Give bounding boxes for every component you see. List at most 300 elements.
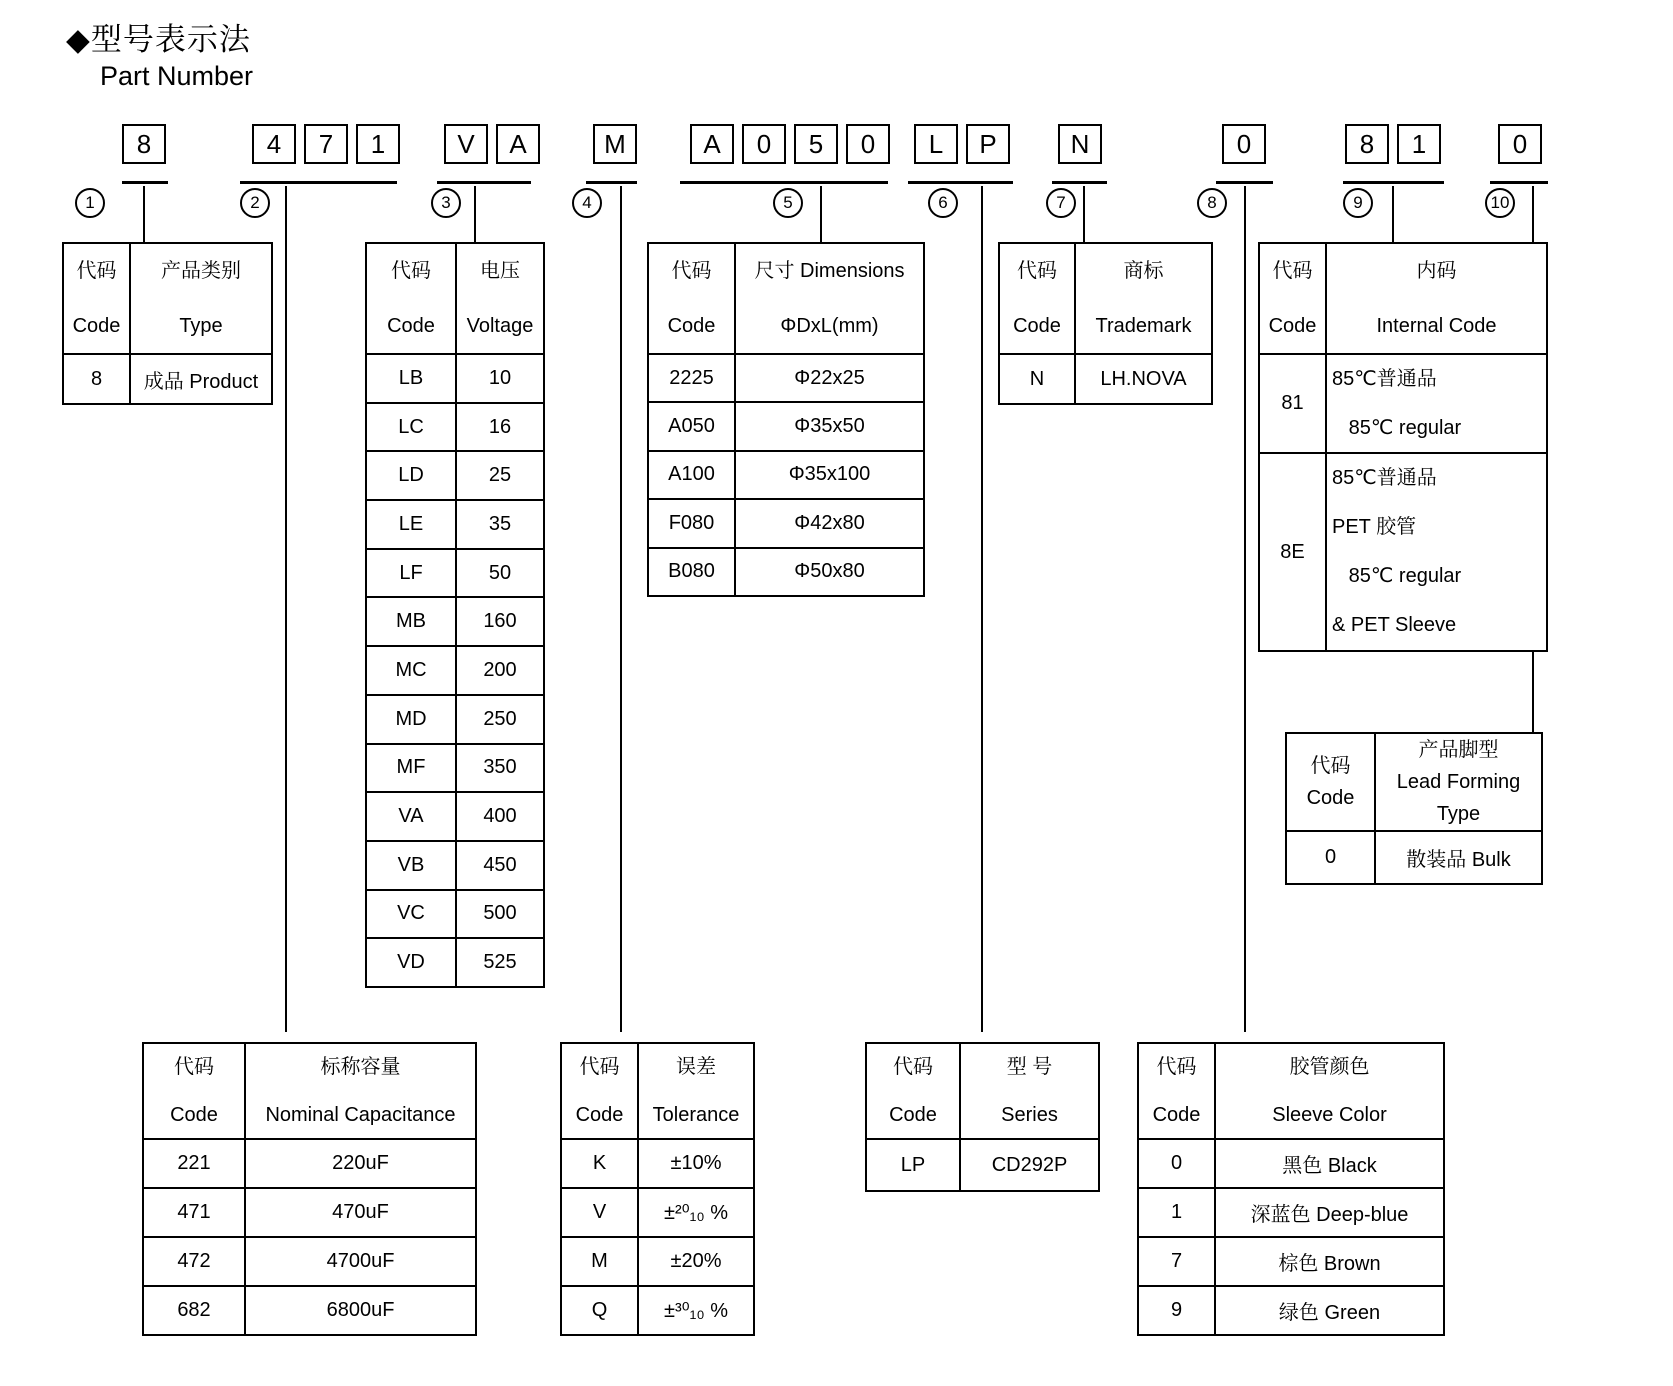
- table-cell: [144, 1238, 244, 1285]
- table-cell: [1214, 1287, 1443, 1334]
- table-cell: [1325, 355, 1546, 452]
- table-cell-line: Φ42x80: [794, 511, 865, 534]
- table-header-cell: [959, 1044, 1098, 1138]
- table-row: [649, 353, 923, 401]
- table-row: [367, 743, 543, 792]
- table-row: [1139, 1138, 1443, 1187]
- circled-index: 6: [928, 188, 958, 218]
- table-cell-line: ±20%: [670, 1250, 722, 1272]
- table-cell-line: LB: [398, 366, 424, 389]
- table-cell-line: 8E: [1280, 540, 1305, 563]
- table-row: [64, 353, 271, 403]
- circled-index: 10: [1485, 188, 1515, 218]
- segment-underline: [586, 181, 637, 184]
- table-cell: [455, 891, 543, 938]
- table-cell: [1214, 1189, 1443, 1236]
- table-cell-line: LE: [398, 512, 424, 535]
- table-cell-line: 350: [483, 756, 517, 779]
- table-cell-line: Code: [1268, 314, 1317, 337]
- part-number-segment: [1058, 124, 1102, 164]
- table-row: [1287, 734, 1541, 830]
- table-cell: [367, 647, 455, 694]
- table-series: [865, 1042, 1100, 1192]
- part-number-box: N: [1058, 124, 1102, 164]
- table-cell-line: 6800uF: [326, 1299, 395, 1321]
- part-number-segment: [914, 124, 1010, 164]
- table-cell-line: & PET Sleeve: [1332, 614, 1457, 636]
- table-cell-line: Φ50x80: [794, 560, 865, 583]
- table-cell-line: Tolerance: [652, 1104, 740, 1126]
- segment-underline: [1216, 181, 1273, 184]
- table-cell-line: 代码: [671, 259, 712, 282]
- table-cell-line: 电压: [480, 259, 520, 282]
- table-header-cell: [1325, 244, 1546, 353]
- table-cell-line: 500: [483, 902, 517, 925]
- table-cell: [455, 696, 543, 743]
- table-cell: [455, 939, 543, 986]
- table-cell: [244, 1189, 475, 1236]
- table-row: [867, 1138, 1098, 1190]
- table-header-cell: [1074, 244, 1211, 353]
- table-cell: [637, 1189, 753, 1236]
- table-cell-line: A050: [668, 415, 715, 438]
- table-cell: [1260, 355, 1325, 452]
- table-header-cell: [244, 1044, 475, 1138]
- table-row: [562, 1187, 753, 1236]
- table-cell-line: 代码: [76, 259, 117, 282]
- table-cell-line: 35: [488, 512, 512, 535]
- part-number-box: 4: [252, 124, 296, 164]
- table-row: [367, 840, 543, 889]
- table-row: [367, 402, 543, 451]
- table-cell-line: 85℃ regular: [1332, 565, 1462, 587]
- table-row: [1260, 353, 1546, 452]
- table-cell-line: Trademark: [1095, 314, 1192, 337]
- table-cell-line: ±³⁰₁₀ %: [663, 1300, 729, 1322]
- part-number-segment: [593, 124, 637, 164]
- table-cell: [1139, 1189, 1214, 1236]
- segment-underline: [240, 181, 397, 184]
- table-row: [144, 1285, 475, 1334]
- table-cell: [562, 1287, 637, 1334]
- table-cell: [367, 842, 455, 889]
- table-internal-code: [1258, 242, 1548, 652]
- table-cell-line: ±²⁰₁₀ %: [663, 1202, 729, 1224]
- table-row: [649, 244, 923, 353]
- part-number-segment: [1222, 124, 1266, 164]
- table-cell: [367, 939, 455, 986]
- connector-line: [1083, 186, 1085, 242]
- table-tolerance: [560, 1042, 755, 1336]
- connector-line: [474, 186, 476, 242]
- part-number-box: M: [593, 124, 637, 164]
- table-row: [367, 791, 543, 840]
- part-number-box: 8: [122, 124, 166, 164]
- table-cell-line: 470uF: [332, 1201, 389, 1223]
- table-cell-line: 8: [90, 367, 103, 390]
- table-cell-line: 棕色 Brown: [1278, 1253, 1381, 1275]
- table-cell: [455, 404, 543, 451]
- table-cell-line: 误差: [676, 1056, 716, 1078]
- table-header-cell: [367, 244, 455, 353]
- table-header-cell: [1000, 244, 1074, 353]
- table-row: [367, 645, 543, 694]
- table-cell-line: 黑色 Black: [1282, 1155, 1377, 1177]
- part-number-box: P: [966, 124, 1010, 164]
- table-cell-line: 85℃普通品: [1332, 467, 1437, 489]
- table-cell-line: 250: [483, 707, 517, 730]
- table-cell-line: Nominal Capacitance: [265, 1104, 456, 1126]
- table-cell-line: 代码: [893, 1056, 933, 1078]
- table-header-cell: [1214, 1044, 1443, 1138]
- table-cell: [144, 1287, 244, 1334]
- table-cell: [867, 1140, 959, 1190]
- table-cell: [367, 501, 455, 548]
- table-cell: [959, 1140, 1098, 1190]
- table-cell-line: MB: [396, 610, 426, 633]
- table-cell-line: Type: [179, 314, 223, 337]
- table-cell-line: 682: [177, 1299, 211, 1321]
- table-cell: [1214, 1140, 1443, 1187]
- segment-underline: [1490, 181, 1548, 184]
- table-cell: [367, 696, 455, 743]
- connector-line: [820, 186, 822, 242]
- table-cell: [649, 500, 734, 546]
- table-cell-line: 400: [483, 805, 517, 828]
- circled-index: 7: [1046, 188, 1076, 218]
- table-cell: [649, 549, 734, 595]
- table-cell-line: Series: [1001, 1104, 1058, 1126]
- table-cell: [367, 452, 455, 499]
- table-header-cell: [129, 244, 271, 353]
- table-cell: [562, 1140, 637, 1187]
- table-cell-line: Code: [1013, 314, 1061, 337]
- table-cell-line: VD: [397, 951, 425, 974]
- table-cell: [455, 598, 543, 645]
- table-cell: [367, 793, 455, 840]
- table-cell-line: 绿色 Green: [1278, 1302, 1381, 1324]
- table-cell-line: 1: [1170, 1201, 1183, 1223]
- part-number-box: 7: [304, 124, 348, 164]
- table-cell-line: A100: [668, 463, 715, 486]
- table-row: [1260, 452, 1546, 650]
- part-number-box: L: [914, 124, 958, 164]
- table-cell: [734, 452, 923, 498]
- table-cell-line: Code: [387, 314, 435, 337]
- table-row: [144, 1236, 475, 1285]
- segment-underline: [908, 181, 1013, 184]
- table-cell-line: 200: [483, 658, 517, 681]
- table-header-cell: [455, 244, 543, 353]
- table-cell-line: VA: [398, 805, 424, 828]
- table-cell-line: 472: [177, 1250, 211, 1272]
- table-row: [649, 547, 923, 595]
- table-header-cell: [64, 244, 129, 353]
- table-cell-line: F080: [668, 511, 715, 534]
- table-row: [562, 1138, 753, 1187]
- table-header-cell: [1374, 734, 1541, 830]
- table-product-type: [62, 242, 273, 405]
- table-cell-line: Code: [575, 1104, 624, 1126]
- table-cell: [144, 1140, 244, 1187]
- table-row: [649, 450, 923, 498]
- table-row: [64, 244, 271, 353]
- table-cell-line: LD: [398, 464, 424, 487]
- table-cell-line: V: [592, 1201, 607, 1223]
- part-number-segment: [1498, 124, 1542, 164]
- table-cell-line: Code: [1306, 787, 1355, 809]
- part-number-box: 8: [1345, 124, 1389, 164]
- table-cell: [455, 793, 543, 840]
- table-cell: [129, 355, 271, 403]
- table-cell: [244, 1140, 475, 1187]
- table-cell-line: 商标: [1123, 259, 1164, 282]
- table-cell: [1074, 355, 1211, 403]
- table-row: [649, 498, 923, 546]
- segment-underline: [680, 181, 888, 184]
- part-number-box: 1: [1397, 124, 1441, 164]
- table-cell-line: Internal Code: [1376, 314, 1497, 337]
- table-cell: [455, 452, 543, 499]
- table-cell-line: M: [591, 1250, 608, 1272]
- table-row: [367, 548, 543, 597]
- table-header-cell: [1260, 244, 1325, 353]
- table-cell-line: Code: [170, 1104, 218, 1126]
- circled-index: 9: [1343, 188, 1373, 218]
- table-cell-line: 胶管颜色: [1289, 1056, 1370, 1078]
- table-row: [1000, 353, 1211, 403]
- table-cell: [455, 842, 543, 889]
- table-cell-line: N: [1029, 367, 1045, 390]
- circled-index: 3: [431, 188, 461, 218]
- table-cell-line: PET 胶管: [1332, 516, 1417, 538]
- table-cell: [637, 1140, 753, 1187]
- part-number-box: 0: [1498, 124, 1542, 164]
- table-cell-line: 85℃ regular: [1332, 416, 1462, 439]
- table-cell: [367, 891, 455, 938]
- table-cell-line: 代码: [1156, 1056, 1197, 1078]
- table-header-cell: [1287, 734, 1374, 830]
- table-row: [867, 1044, 1098, 1138]
- table-cell: [367, 404, 455, 451]
- table-cell-line: 50: [488, 561, 512, 584]
- table-cell: [455, 355, 543, 402]
- table-cell-line: 471: [177, 1201, 211, 1223]
- table-row: [367, 499, 543, 548]
- table-row: [562, 1285, 753, 1334]
- table-row: [367, 694, 543, 743]
- table-cell-line: 221: [177, 1152, 211, 1174]
- part-number-box: 1: [356, 124, 400, 164]
- table-row: [562, 1044, 753, 1138]
- table-cell-line: 内码: [1416, 259, 1457, 282]
- connector-line: [981, 186, 983, 1032]
- table-cell-line: Lead Forming: [1396, 771, 1521, 793]
- table-cell-line: 81: [1281, 392, 1304, 414]
- table-cell: [367, 598, 455, 645]
- part-number-segment: [444, 124, 540, 164]
- table-cell: [244, 1238, 475, 1285]
- table-cell: [64, 355, 129, 403]
- part-number-segment: [1345, 124, 1441, 164]
- connector-line: [1392, 186, 1394, 242]
- table-trademark: [998, 242, 1213, 405]
- table-cell-line: 代码: [1272, 259, 1313, 282]
- table-row: [1287, 830, 1541, 883]
- table-cell-line: VB: [397, 853, 425, 876]
- table-header-cell: [867, 1044, 959, 1138]
- table-cell-line: 7: [1170, 1250, 1183, 1272]
- table-cell-line: 10: [488, 366, 512, 389]
- table-cell-line: 0: [1324, 846, 1337, 868]
- table-cell-line: K: [592, 1152, 607, 1174]
- table-row: [144, 1044, 475, 1138]
- page-title-en: Part Number: [100, 61, 254, 91]
- table-cell-line: 标称容量: [320, 1056, 401, 1078]
- table-cell-line: 代码: [1310, 755, 1351, 777]
- table-nominal-capacitance: [142, 1042, 477, 1336]
- table-row: [1260, 244, 1546, 353]
- table-cell-line: Φ35x50: [794, 415, 865, 438]
- table-header-cell: [144, 1044, 244, 1138]
- circled-index: 2: [240, 188, 270, 218]
- table-cell: [455, 745, 543, 792]
- table-row: [367, 353, 543, 402]
- table-cell-line: 尺寸 Dimensions: [754, 259, 905, 282]
- part-number-box: A: [690, 124, 734, 164]
- table-cell-line: 450: [483, 853, 517, 876]
- table-row: [367, 450, 543, 499]
- part-number-box: 0: [742, 124, 786, 164]
- part-number-segment: [252, 124, 400, 164]
- table-sleeve-color: [1137, 1042, 1445, 1336]
- part-number-box: V: [444, 124, 488, 164]
- table-cell-line: MC: [395, 658, 427, 681]
- table-row: [1000, 244, 1211, 353]
- part-number-segment: [122, 124, 166, 164]
- table-cell: [649, 452, 734, 498]
- table-cell-line: Φ35x100: [788, 463, 871, 486]
- table-cell: [1139, 1287, 1214, 1334]
- table-cell: [637, 1238, 753, 1285]
- table-cell-line: Code: [889, 1104, 937, 1126]
- table-row: [144, 1187, 475, 1236]
- table-row: [367, 596, 543, 645]
- circled-index: 1: [75, 188, 105, 218]
- table-cell: [455, 647, 543, 694]
- table-cell-line: ΦDxL(mm): [780, 314, 879, 337]
- table-cell-line: LH.NOVA: [1100, 367, 1187, 390]
- circled-index: 5: [773, 188, 803, 218]
- table-cell: [1139, 1238, 1214, 1285]
- table-lead-forming: [1285, 732, 1543, 885]
- table-cell-line: 220uF: [332, 1152, 389, 1174]
- segment-underline: [1343, 181, 1444, 184]
- table-row: [1139, 1044, 1443, 1138]
- segment-underline: [437, 181, 531, 184]
- connector-line: [143, 186, 145, 242]
- table-cell-line: Type: [1436, 803, 1481, 825]
- table-cell-line: 产品脚型: [1418, 739, 1499, 761]
- table-cell-line: Code: [72, 314, 121, 337]
- page-title: ◆型号表示法: [66, 22, 251, 57]
- table-cell-line: MF: [396, 756, 426, 779]
- table-cell: [734, 500, 923, 546]
- table-cell-line: 成品 Product: [143, 370, 259, 393]
- table-cell: [1214, 1238, 1443, 1285]
- table-cell-line: 85℃普通品: [1332, 367, 1437, 390]
- table-header-cell: [562, 1044, 637, 1138]
- table-cell-line: 25: [488, 464, 512, 487]
- table-cell-line: 160: [483, 610, 517, 633]
- table-cell: [649, 355, 734, 401]
- connector-line: [1244, 186, 1246, 1032]
- table-cell-line: Code: [667, 314, 716, 337]
- table-cell-line: 代码: [174, 1056, 214, 1078]
- table-cell: [367, 550, 455, 597]
- circled-index: 4: [572, 188, 602, 218]
- table-cell: [1374, 832, 1541, 883]
- part-number-box: 5: [794, 124, 838, 164]
- table-header-cell: [1139, 1044, 1214, 1138]
- table-cell-line: LF: [399, 561, 423, 584]
- table-cell-line: LC: [398, 415, 424, 438]
- part-number-segment: [690, 124, 890, 164]
- table-cell-line: 代码: [391, 259, 431, 282]
- table-cell-line: VC: [397, 902, 425, 925]
- table-cell-line: LP: [900, 1153, 926, 1176]
- table-cell: [244, 1287, 475, 1334]
- table-cell-line: CD292P: [991, 1153, 1068, 1176]
- table-cell-line: ±10%: [670, 1152, 722, 1174]
- table-row: [1139, 1236, 1443, 1285]
- table-cell: [649, 403, 734, 449]
- table-cell-line: MD: [395, 707, 427, 730]
- table-cell: [1139, 1140, 1214, 1187]
- table-cell: [455, 501, 543, 548]
- table-cell-line: 525: [483, 951, 517, 974]
- table-cell: [455, 550, 543, 597]
- table-cell-line: B080: [668, 560, 715, 583]
- table-cell: [367, 355, 455, 402]
- segment-underline: [122, 181, 168, 184]
- table-cell-line: 4700uF: [326, 1250, 395, 1272]
- table-cell-line: 0: [1170, 1152, 1183, 1174]
- table-cell-line: 代码: [1017, 259, 1057, 282]
- segment-underline: [1052, 181, 1107, 184]
- table-cell-line: 深蓝色 Deep-blue: [1250, 1204, 1409, 1226]
- table-cell-line: Code: [1152, 1104, 1201, 1126]
- table-cell: [1260, 454, 1325, 650]
- table-voltage: [365, 242, 545, 988]
- part-number-box: 0: [846, 124, 890, 164]
- table-row: [144, 1138, 475, 1187]
- table-row: [1139, 1285, 1443, 1334]
- table-cell-line: 散装品 Bulk: [1406, 849, 1511, 871]
- connector-line: [285, 186, 287, 1032]
- table-cell: [1287, 832, 1374, 883]
- table-cell: [367, 745, 455, 792]
- table-cell: [637, 1287, 753, 1334]
- table-cell: [562, 1238, 637, 1285]
- table-header-cell: [734, 244, 923, 353]
- part-number-box: 0: [1222, 124, 1266, 164]
- table-header-cell: [649, 244, 734, 353]
- table-cell-line: Q: [591, 1299, 608, 1321]
- table-header-cell: [637, 1044, 753, 1138]
- table-cell-line: Voltage: [466, 314, 534, 337]
- table-cell-line: 2225: [669, 366, 714, 389]
